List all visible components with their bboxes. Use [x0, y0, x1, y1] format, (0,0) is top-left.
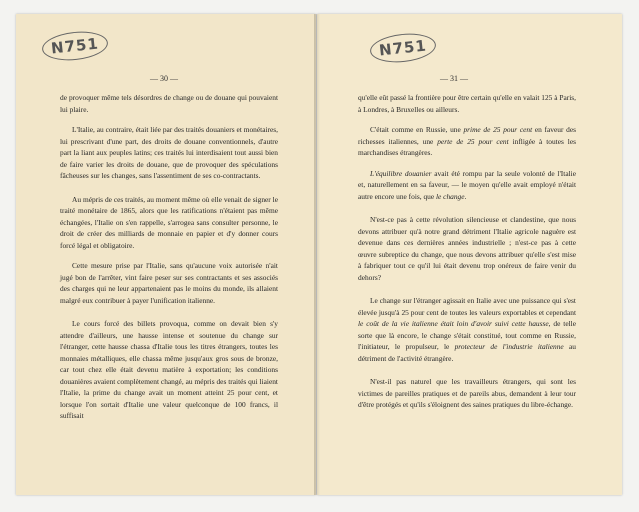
right-page-text	[358, 92, 576, 420]
shelfmark-stamp-right: N751	[369, 31, 437, 66]
paragraph: N'est-il pas naturel que les travailleurs étrangers, qui sont les victimes de pareilles pratiques et de pareils abus, demandent à leur tour d'être protégés et qu'ils s'éloignent des saines pratiques du libre-échange.	[358, 377, 576, 409]
paragraph: C'était comme en Russie, une prime de 25 pour cent en faveur des richesses italiennes, une perte de 25 pour cent infligée à toutes les marchandises étrangères.	[358, 125, 577, 157]
left-page-text	[60, 92, 278, 431]
paragraph: L'équilibre douanier avait été rompu par la seule volonté de l'Italie et, naturellement en sa faveur, — le moyen qu'elle avait employé n'était autre encore une fois, que le change.	[358, 168, 576, 201]
paragraph: de provoquer même tels désordres de change ou de douane qui pouvaient lui plaire.	[60, 93, 278, 114]
shelfmark-stamp-left: N751	[41, 29, 109, 64]
paragraph: Le change sur l'étranger agissait en Italie avec une puissance qui s'est élevée jusqu'à 25 pour cent de toutes les valeurs exportables et cependant le coût de la vie italienne était loin d'avoir suivi cette hausse, de telle sorte que là encore, le change s'était constitué, tout comme en Russie, l'initiateur, le propulseur, le protecteur de l'industrie italienne au détriment de l'activité étrangère.	[358, 296, 576, 363]
paragraph: Cette mesure prise par l'Italie, sans qu'aucune voix autorisée n'ait jugé bon de l'arrêter, vint faire peser sur ses contractants et ses associés des charges qui ne leur appartenaient pas le moins du monde, ils allaient malgré eux contribuer à payer l'unification italienne.	[60, 261, 278, 305]
paragraph: N'est-ce pas à cette révolution silencieuse et clandestine, que nous devons attribuer qu'à notre grand détriment l'Italie agricole naguère est devenue dans ces dernières années industrielle ; n'est-ce pas à cette œuvre subreptice du change, que nous devons attribuer qu'elle s'est mise à fabriquer tout ce qu'il lui était devenu trop onéreux de faire venir du dehors?	[358, 215, 576, 282]
paragraph: L'Italie, au contraire, était liée par des traités douaniers et monétaires, lui prescrivant d'une part, des droits de douane conventionnels, d'autre part la liant aux peuples latins; ces traités lui interdisaient tout aussi bien de faire varier les droits de douane, que de provoquer des spéculations fâcheuses sur les changes, sans l'assentiment de ses co-contractants.	[60, 125, 278, 180]
book-gutter	[314, 14, 320, 495]
page-number-right: — 31 —	[440, 74, 468, 83]
page-number-left: — 30 —	[150, 74, 178, 83]
paragraph: Au mépris de ces traités, au moment même où elle venait de signer le traité monétaire de 1865, alors que les ratifications n'étaient pas même échangées, l'Italie on s'en rappelle, s'arrogea sans consulter personne, le droit de créer des milliards de monnaie en papier et d'y donner cours forcé légal et obligatoire.	[60, 194, 278, 250]
paragraph: Le cours forcé des billets provoqua, comme on devait bien s'y attendre d'ailleurs, une hausse intense et soutenue du change sur l'étranger, cette hausse chassa d'Italie tous les titres étrangers, toutes les monnaies métalliques, elle chassa même jusqu'aux gros sous de bronze, car tout chez elle était devenu matière à exportation; les conditions douanières avaient complètement changé, au mépris des traités qui liaient l'Italie, la prime du change avait un moment atteint 25 pour cent, et lorsque l'on sortait d'Italie une valeur quelconque de 100 francs, il suffisait	[60, 319, 278, 420]
paragraph: qu'elle eût passé la frontière pour être certain qu'elle en valait 125 à Paris, à Londres, à Bruxelles ou ailleurs.	[358, 93, 576, 114]
